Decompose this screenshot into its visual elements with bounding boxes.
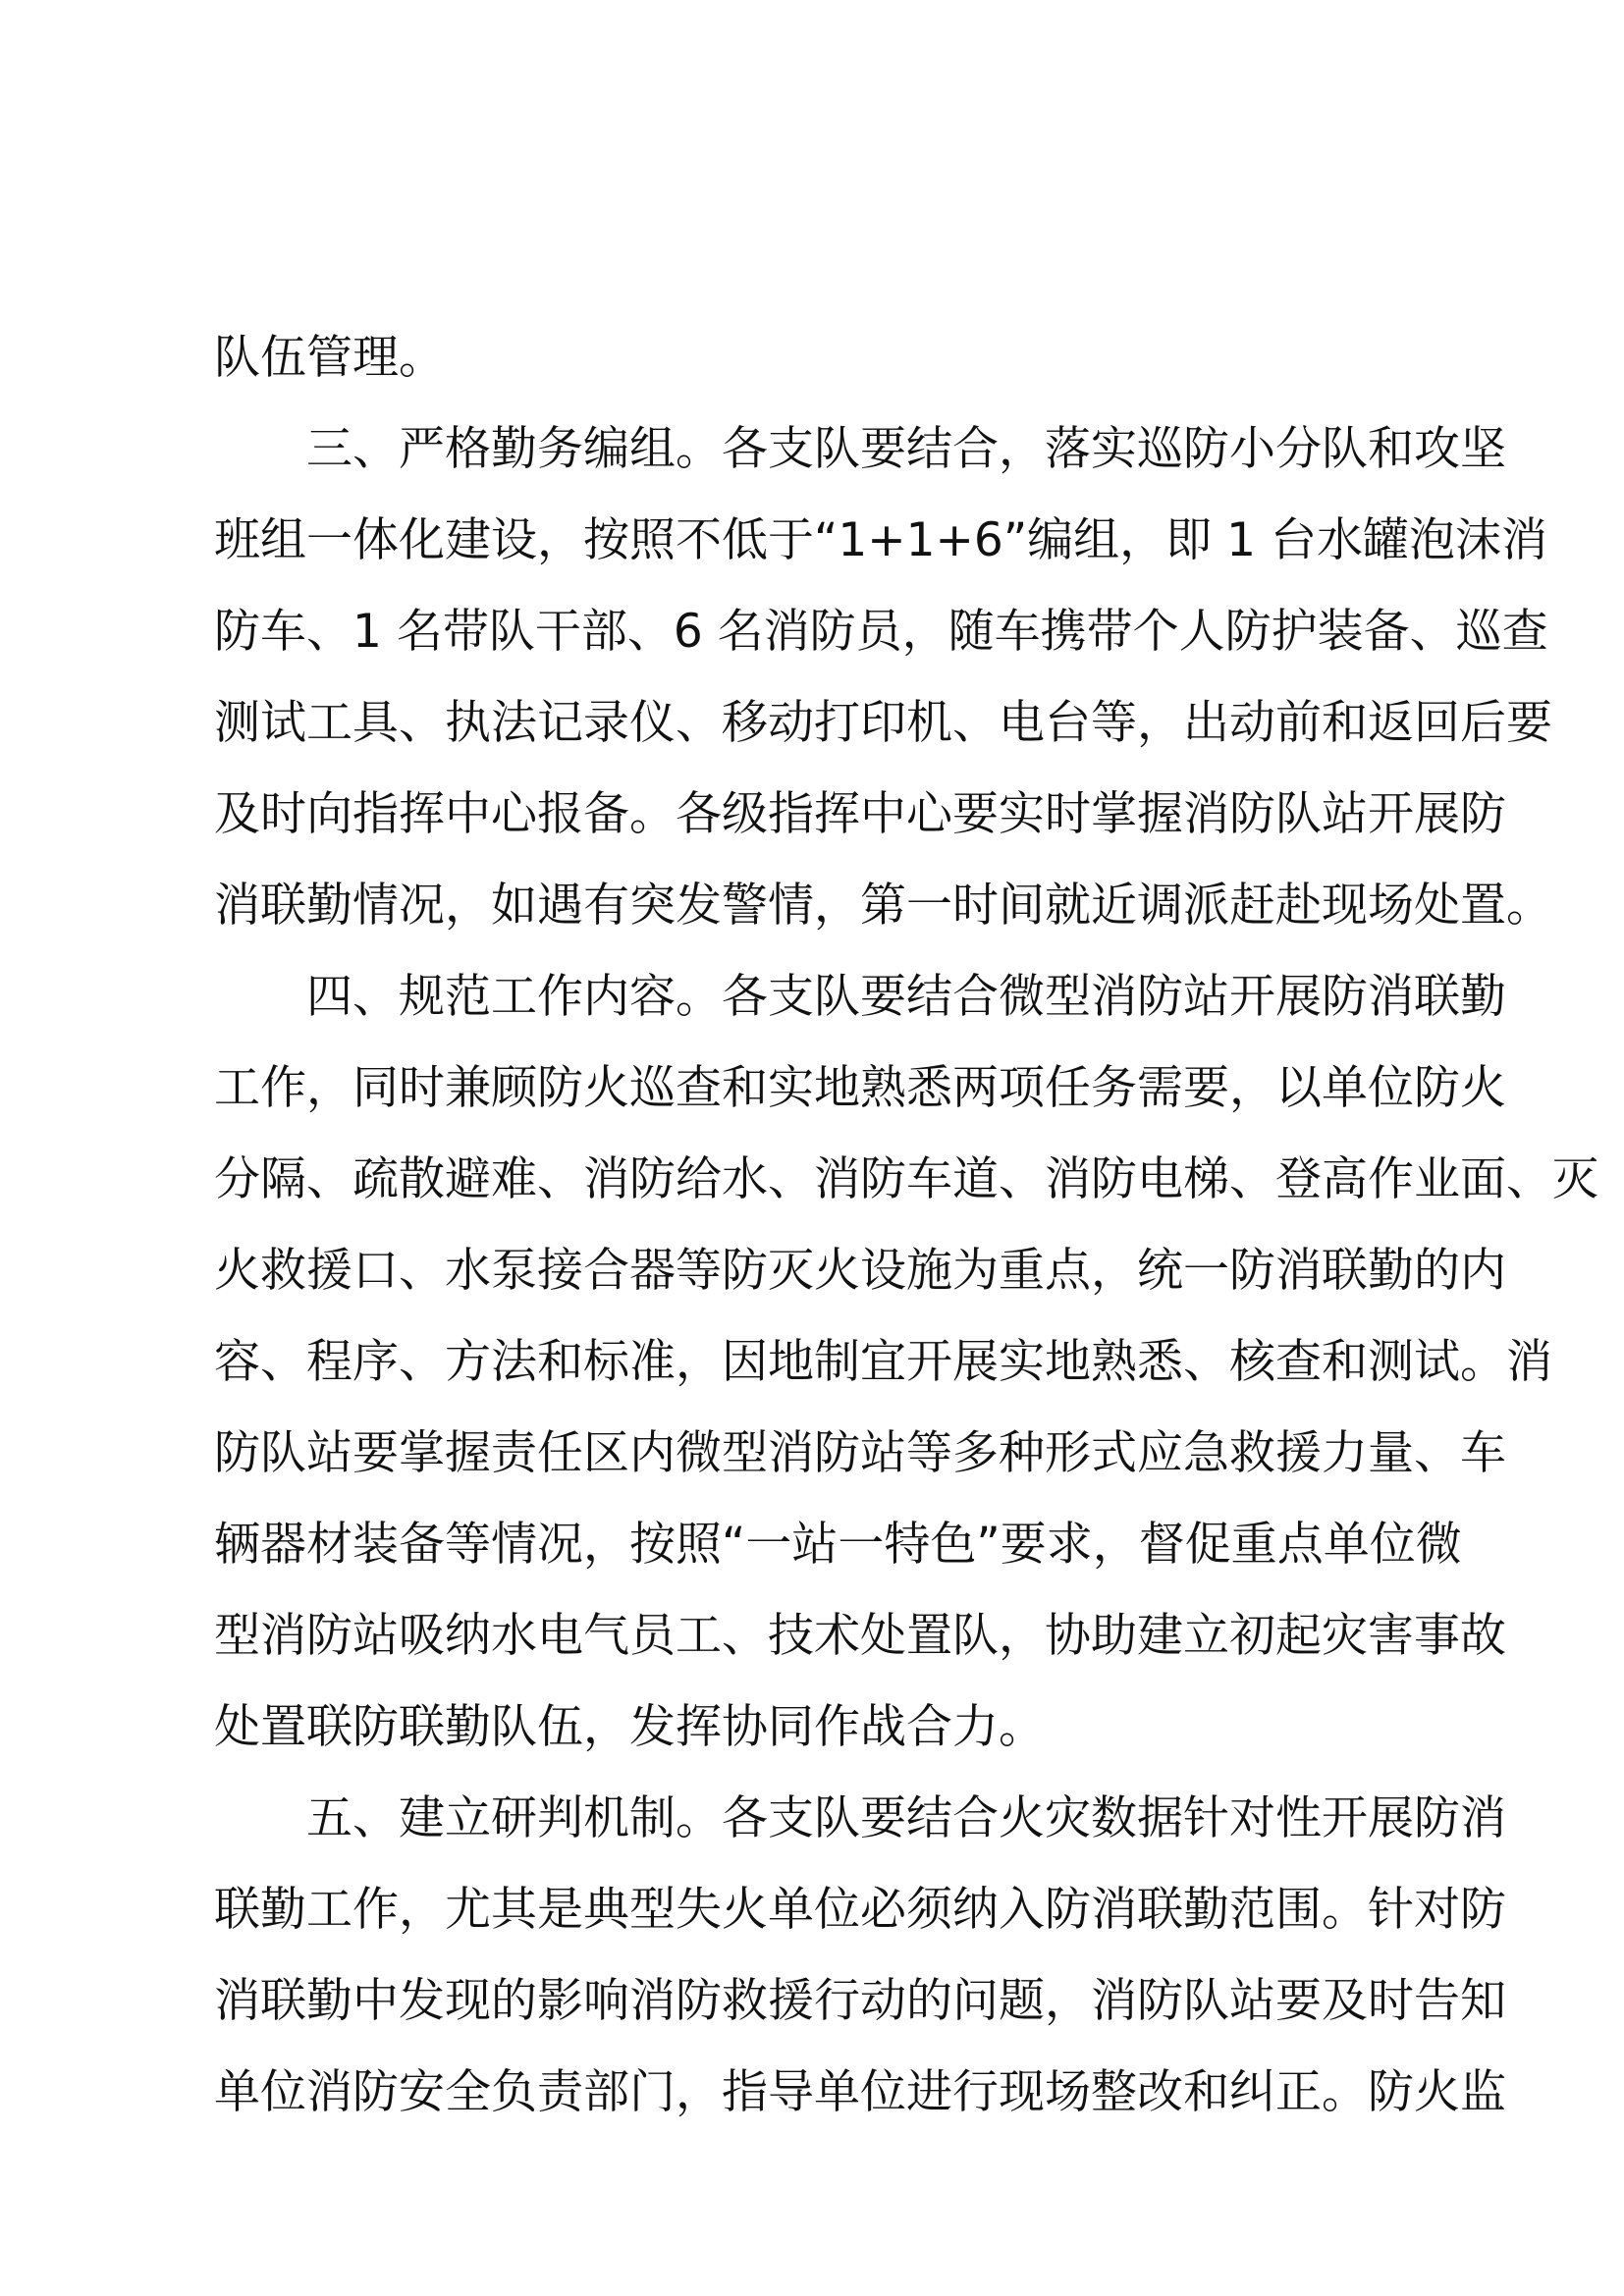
text-line: 测试工具、执法记录仪、移动打印机、电台等，出动前和返回后要	[214, 696, 1552, 750]
text-line: 工作，同时兼顾防火巡查和实地熟悉两项任务需要，以单位防火	[214, 1061, 1506, 1115]
text-line: 容、程序、方法和标准，因地制宜开展实地熟悉、核查和测试。消	[214, 1335, 1552, 1389]
text-line: 班组一体化建设，按照不低于“1+1+6”编组，即 1 台水罐泡沫消	[214, 513, 1547, 567]
document-body	[214, 312, 1598, 2138]
text-line: 及时向指挥中心报备。各级指挥中心要实时掌握消防队站开展防	[214, 787, 1506, 841]
text-line: 分隔、疏散避难、消防给水、消防车道、消防电梯、登高作业面、灭	[214, 1152, 1598, 1206]
text-line: 辆器材装备等情况，按照“一站一特色”要求，督促重点单位微	[214, 1518, 1462, 1572]
text-line: 联勤工作，尤其是典型失火单位必须纳入防消联勤范围。针对防	[214, 1883, 1506, 1937]
paragraph-heading-line: 四、规范工作内容。各支队要结合微型消防站开展防消联勤	[306, 970, 1506, 1024]
text-line: 队伍管理。	[214, 331, 445, 385]
paragraph-heading-line: 三、严格勤务编组。各支队要结合，落实巡防小分队和攻坚	[306, 422, 1506, 476]
text-line: 处置联防联勤队伍，发挥协同作战合力。	[214, 1700, 1045, 1754]
paragraph-heading-line: 五、建立研判机制。各支队要结合火灾数据针对性开展防消	[306, 1791, 1506, 1845]
text-line: 消联勤情况，如遇有突发警情，第一时间就近调派赶赴现场处置。	[214, 879, 1552, 933]
text-line: 消联勤中发现的影响消防救援行动的问题，消防队站要及时告知	[214, 1974, 1506, 2028]
text-line: 防车、1 名带队干部、6 名消防员，随车携带个人防护装备、巡查	[214, 605, 1548, 659]
text-line: 型消防站吸纳水电气员工、技术处置队，协助建立初起灾害事故	[214, 1609, 1506, 1663]
text-line: 防队站要掌握责任区内微型消防站等多种形式应急救援力量、车	[214, 1426, 1506, 1480]
text-line: 单位消防安全负责部门，指导单位进行现场整改和纠正。防火监	[214, 2065, 1506, 2119]
text-line: 火救援口、水泵接合器等防灭火设施为重点，统一防消联勤的内	[214, 1244, 1506, 1298]
